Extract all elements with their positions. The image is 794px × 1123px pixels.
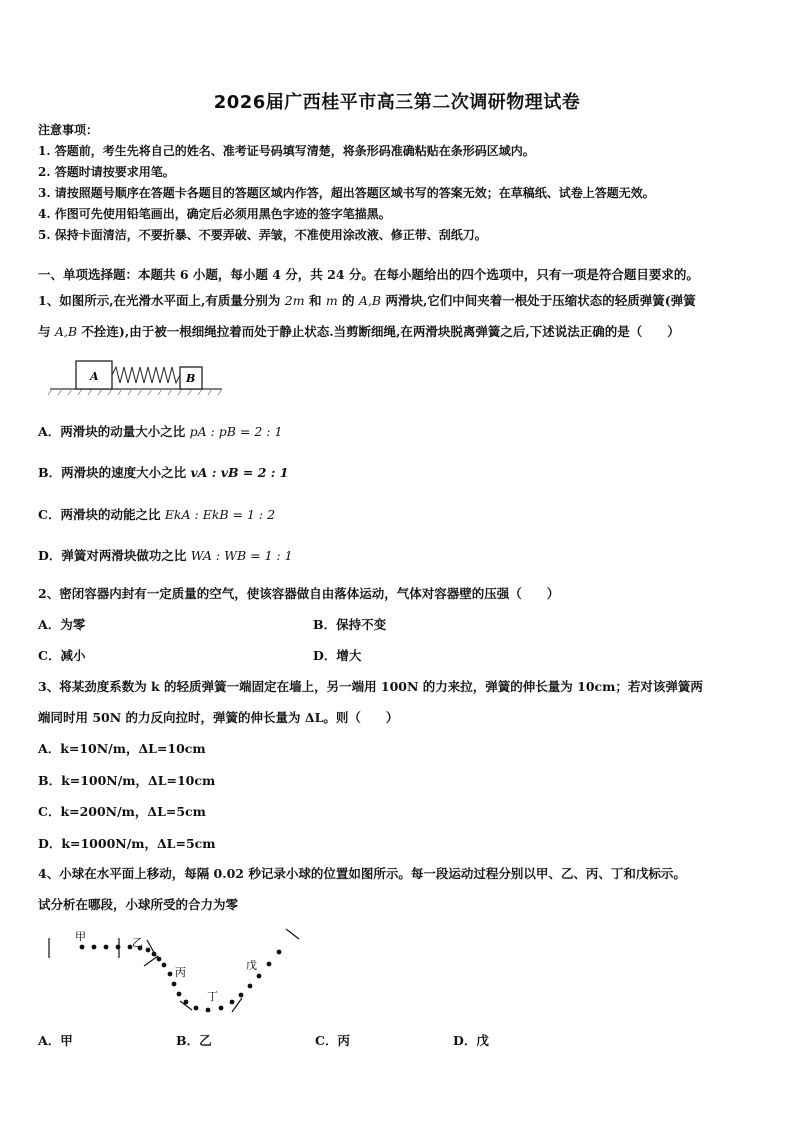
q1-stem-line1 [38,291,696,309]
q1-option-a-math: pA : pB = 2 : 1 [189,424,283,439]
q2-option-a[interactable]: A．为零 [38,617,86,632]
q2-option-b[interactable]: B．保持不变 [313,617,387,632]
segment-label-ding: 丁 [207,990,218,1003]
q1-option-d-text: D．弹簧对两滑块做功之比 [38,548,187,563]
segment-label-jia: 甲 [75,930,86,943]
page-title: 2026届广西桂平市高三第二次调研物理试卷 [213,92,581,113]
q4-stem-line1: 4、小球在水平面上移动，每隔 0.02 秒记录小球的位置如图所示。每一段运动过程分别以甲、乙、丙、丁和戊标示。 [38,866,686,881]
segment-label-yi: 乙 [132,936,143,949]
spring-blocks-figure [46,353,226,397]
q3-option-d[interactable]: D．k=1000N/m，ΔL=5cm [38,836,216,851]
q3-option-a[interactable]: A．k=10N/m，ΔL=10cm [38,741,206,756]
q1-option-c-text: C．两滑块的动能之比 [38,507,161,522]
q1-mass-2m: 2m [284,293,305,308]
ball-trajectory-figure [40,922,310,1022]
note-item: 3. 请按照题号顺序在答题卡各题目的答题区域内作答，超出答题区域书写的答案无效；在草稿纸、试卷上答题无效。 [38,186,655,200]
q1-option-d[interactable] [38,546,293,564]
q1-text: 不拴连),由于被一根细绳拉着而处于静止状态.当剪断细绳,在两滑块脱离弹簧之后,下述说法正确的是（ ） [81,324,680,339]
q1-text: 两滑块,它们中间夹着一根处于压缩状态的轻质弹簧(弹簧 [385,293,696,308]
note-item: 4. 作图可先使用铅笔画出，确定后必须用黑色字迹的签字笔描黑。 [38,207,391,221]
section-heading: 一、单项选择题：本题共 6 小题，每小题 4 分，共 24 分。在每小题给出的四个选项中，只有一项是符合题目要求的。 [38,267,699,282]
q1-text: 与 [38,324,51,339]
q1-option-b[interactable] [38,463,288,481]
note-item: 5. 保持卡面清洁，不要折暴、不要弄破、弄皱，不准使用涂改液、修正带、刮纸刀。 [38,228,487,242]
q4-option-d[interactable]: D．戊 [453,1033,489,1048]
block-a-label: A [90,370,99,383]
q1-mass-m: m [325,293,338,308]
note-item: 2. 答题时请按要求用笔。 [38,165,175,179]
q4-stem-line2: 试分析在哪段，小球所受的合力为零 [38,897,239,912]
q2-stem: 2、密闭容器内封有一定质量的空气，使该容器做自由落体运动，气体对容器壁的压强（ ） [38,586,560,601]
note-item: 1. 答题前，考生先将自己的姓名、准考证号码填写清楚，将条形码准确粘贴在条形码区域内。 [38,144,535,158]
q2-option-c[interactable]: C．减小 [38,648,86,663]
segment-label-bing: 丙 [175,966,186,979]
q1-option-a-text: A．两滑块的动量大小之比 [38,424,186,439]
q1-option-a[interactable] [38,422,282,440]
q1-of: 的 [342,293,355,308]
q1-ab: A,B [358,293,382,308]
q1-ab: A,B [54,324,78,339]
segment-markers [49,929,299,1012]
q1-option-c-math: EkA : EkB = 1 : 2 [164,507,276,522]
q3-stem-line2: 端同时用 50N 的力反向拉时，弹簧的伸长量为 ΔL。则（ ） [38,710,399,725]
q1-option-c[interactable] [38,505,275,523]
q4-option-b[interactable]: B．乙 [176,1033,212,1048]
q1-text: 1、如图所示,在光滑水平面上,有质量分别为 [38,293,281,308]
q3-option-c[interactable]: C．k=200N/m，ΔL=5cm [38,804,206,819]
q1-and: 和 [308,293,322,308]
q1-option-b-math: vA : vB = 2 : 1 [190,465,289,480]
q3-stem-line1: 3、将某劲度系数为 k 的轻质弹簧一端固定在墙上，另一端用 100N 的力来拉，弹簧的伸长量为 10cm；若对该弹簧两 [38,679,703,694]
segment-label-wu: 戊 [246,959,257,972]
block-b-label: B [186,372,196,385]
q4-option-c[interactable]: C．丙 [315,1033,350,1048]
q4-option-a[interactable]: A．甲 [38,1033,73,1048]
q2-option-d[interactable]: D．增大 [313,648,362,663]
q3-option-b[interactable]: B．k=100N/m，ΔL=10cm [38,773,216,788]
q1-stem-line2 [38,322,680,340]
notes-heading: 注意事项： [38,123,99,137]
q1-option-d-math: WA : WB = 1 : 1 [190,548,293,563]
q1-option-b-text: B．两滑块的速度大小之比 [38,465,187,480]
